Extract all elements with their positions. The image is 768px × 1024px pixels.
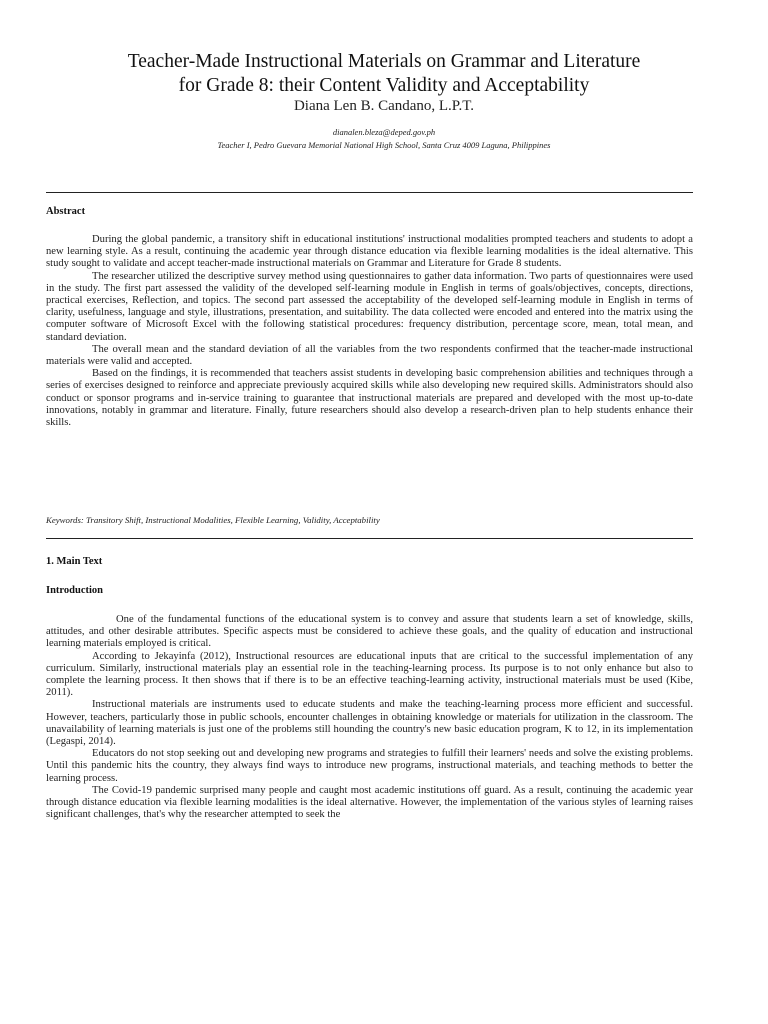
main-paragraph: According to Jekayinfa (2012), Instructional resources are educational inputs that are critical to the successful implementation of any curriculum. Similarly, instructional materials play an essential role in the teaching-learning process. Its purpose is to not only enhance but also to complete the learning process. It then shows that if there is to be an effective teaching-learning activity, instructional materials must be used (Kibe, 2011). <box>46 650 693 699</box>
subsection-heading: Introduction <box>46 585 103 596</box>
main-paragraph: Educators do not stop seeking out and developing new programs and strategies to fulfill their learners' needs and solve the existing problems. Until this pandemic hits the country, they always find ways to introduce new programs, instructional materials, and teaching methods to better the learning process. <box>46 748 693 784</box>
author-name: Diana Len B. Candano, L.P.T. <box>293 98 475 114</box>
keywords: Keywords: Transitory Shift, Instructional Modalities, Flexible Learning, Validity, Acceptability <box>46 515 380 525</box>
main-paragraph: One of the fundamental functions of the educational system is to convey and assure that students learn a set of knowledge, skills, attitudes, and other desirable attributes. Specific aspects must be considered to achieve these goals, and the quality of education and instructional learning materials employed is critical. <box>46 614 693 650</box>
abstract-heading: Abstract <box>46 206 86 217</box>
abstract-paragraph: Based on the findings, it is recommended that teachers assist students in developing basic comprehension abilities and techniques through a series of exercises designed to reinforce and appreciate previously acquired skills while also developing new required skills. Administrators should also conduct or sponsor programs and in-service training to guarantee that instructional materials are prepared and developed with the most up-to-date innovations, notably in grammar and literature. Finally, future researchers should also develop a research-driven plan to help students enhance their skills. <box>46 368 693 429</box>
top-divider <box>46 192 693 193</box>
main-body <box>46 614 693 821</box>
main-paragraph: Instructional materials are instruments used to educate students and make the teaching-learning process more efficient and successful. However, teachers, particularly those in public schools, encounter challenges in obtaining knowledge or materials for utilization in the classroom. The unavailability of learning materials is just one of the problems still hounding the country's new basic education program, K to 12, in its implementation (Legaspi, 2014). <box>46 699 693 748</box>
abstract-paragraph: During the global pandemic, a transitory shift in educational institutions' instructional modalities prompted teachers and students to adopt a new learning style. As a result, continuing the academic year through distance education via flexible learning modalities is the ideal alternative. This study sought to validate and accept teacher-made instructional materials on Grammar and Literature for Grade 8 students. <box>46 234 693 270</box>
paper-title <box>40 50 728 98</box>
main-paragraph: The Covid-19 pandemic surprised many people and caught most academic institutions off guard. As a result, continuing the academic year through distance education via flexible learning modalities is the ideal alternative. However, the implementation of the various styles of learning raises significant challenges, that's why the researcher attempted to seek the <box>46 784 693 821</box>
abstract-body <box>46 234 693 429</box>
middle-divider <box>46 538 693 539</box>
section-heading: 1. Main Text <box>46 556 103 567</box>
abstract-paragraph: The overall mean and the standard deviation of all the variables from the two respondents confirmed that the teacher-made instructional materials were valid and accepted. <box>46 343 693 368</box>
author-email: dianalen.bleza@deped.gov.ph <box>332 127 436 137</box>
abstract-paragraph: The researcher utilized the descriptive survey method using questionnaires to gather data information. Two parts of questionnaires were used in the study. The first part assessed the validity of the developed self-learning module in English in terms of goals/objectives, concepts, directions, practical exercises, Reflection, and topics. The second part assessed the acceptability of the developed self-learning module in English in terms of clarity, usefulness, language and style, illustrations, presentation, and suitability. The data collected were encoded and entered into the matrix using the computer software of Microsoft Excel with the following statistical procedures: frequency distribution, percentage score, mean, total mean, and standard deviation. <box>46 270 693 343</box>
title-line-1: Teacher-Made Instructional Materials on Grammar and Literature <box>127 51 641 72</box>
title-line-2: for Grade 8: their Content Validity and Acceptability <box>178 75 590 96</box>
author-affiliation: Teacher I, Pedro Guevara Memorial National High School, Santa Cruz 4009 Laguna, Philippines <box>217 140 551 150</box>
